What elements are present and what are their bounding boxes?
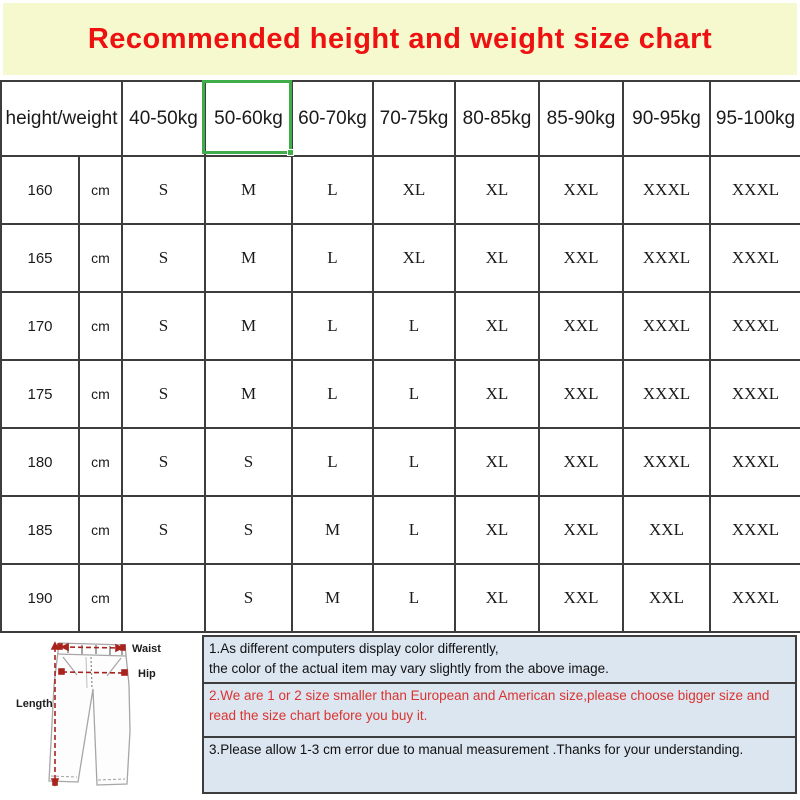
size-cell: L bbox=[292, 292, 373, 360]
table-row bbox=[1, 156, 800, 224]
notes-panel bbox=[202, 635, 797, 794]
height-cell: 185 bbox=[1, 496, 79, 564]
size-cell: XXL bbox=[539, 292, 623, 360]
size-cell: S bbox=[122, 428, 205, 496]
size-cell: S bbox=[205, 496, 292, 564]
size-cell: L bbox=[373, 564, 455, 632]
size-cell: XXL bbox=[539, 156, 623, 224]
size-cell: M bbox=[205, 292, 292, 360]
weight-header-95-100: 95-100kg bbox=[710, 81, 800, 156]
size-cell: XXXL bbox=[710, 156, 800, 224]
note-item-1 bbox=[202, 635, 797, 684]
note-3-line-1: 3.Please allow 1-3 cm error due to manual measurement .Thanks for your understanding. bbox=[209, 742, 744, 757]
size-cell: L bbox=[292, 360, 373, 428]
table-row bbox=[1, 292, 800, 360]
size-cell: XL bbox=[373, 156, 455, 224]
size-cell: XXXL bbox=[623, 224, 710, 292]
size-cell: S bbox=[122, 292, 205, 360]
weight-header-90-95: 90-95kg bbox=[623, 81, 710, 156]
table-row bbox=[1, 428, 800, 496]
size-cell: XXXL bbox=[710, 496, 800, 564]
size-cell: XXL bbox=[539, 224, 623, 292]
size-cell: XL bbox=[373, 224, 455, 292]
table-row bbox=[1, 564, 800, 632]
note-1-line-2: the color of the actual item may vary slightly from the above image. bbox=[209, 661, 609, 677]
unit-cell: cm bbox=[79, 496, 122, 564]
unit-cell: cm bbox=[79, 292, 122, 360]
table-header-row bbox=[1, 81, 800, 156]
size-table bbox=[0, 80, 800, 633]
size-cell: XL bbox=[455, 428, 539, 496]
weight-header-85-90: 85-90kg bbox=[539, 81, 623, 156]
size-cell: L bbox=[373, 360, 455, 428]
weight-header-80-85: 80-85kg bbox=[455, 81, 539, 156]
size-cell: S bbox=[122, 224, 205, 292]
weight-header-40-50: 40-50kg bbox=[122, 81, 205, 156]
size-cell: XXL bbox=[539, 360, 623, 428]
size-cell: S bbox=[205, 428, 292, 496]
size-cell: XL bbox=[455, 224, 539, 292]
size-cell: XL bbox=[455, 292, 539, 360]
length-label: Length bbox=[16, 698, 53, 710]
height-cell: 180 bbox=[1, 428, 79, 496]
size-cell: XXL bbox=[539, 564, 623, 632]
size-cell: XXXL bbox=[623, 360, 710, 428]
size-cell: XXXL bbox=[710, 360, 800, 428]
hip-label: Hip bbox=[138, 668, 156, 680]
size-cell: L bbox=[292, 224, 373, 292]
size-cell: S bbox=[122, 496, 205, 564]
weight-header-70-75: 70-75kg bbox=[373, 81, 455, 156]
note-2-line-1: 2.We are 1 or 2 size smaller than European and American size,please choose bigger size and bbox=[209, 688, 770, 703]
size-cell: XL bbox=[455, 360, 539, 428]
size-cell bbox=[122, 564, 205, 632]
unit-cell: cm bbox=[79, 564, 122, 632]
size-cell: L bbox=[373, 496, 455, 564]
note-item-3 bbox=[202, 736, 797, 794]
height-cell: 175 bbox=[1, 360, 79, 428]
weight-header-50-60: 50-60kg bbox=[205, 81, 292, 156]
size-cell: XL bbox=[455, 564, 539, 632]
size-cell: L bbox=[292, 428, 373, 496]
table-row bbox=[1, 496, 800, 564]
size-cell: M bbox=[205, 224, 292, 292]
height-cell: 190 bbox=[1, 564, 79, 632]
table-row bbox=[1, 224, 800, 292]
unit-cell: cm bbox=[79, 428, 122, 496]
size-cell: M bbox=[205, 156, 292, 224]
waist-label: Waist bbox=[132, 643, 161, 655]
size-cell: XXXL bbox=[710, 564, 800, 632]
size-cell: S bbox=[122, 156, 205, 224]
size-cell: XXXL bbox=[710, 292, 800, 360]
size-cell: XXXL bbox=[710, 428, 800, 496]
size-cell: XXL bbox=[539, 496, 623, 564]
height-cell: 160 bbox=[1, 156, 79, 224]
table-row bbox=[1, 360, 800, 428]
size-cell: XXL bbox=[623, 564, 710, 632]
page-title: Recommended height and weight size chart bbox=[87, 22, 713, 55]
size-cell: S bbox=[122, 360, 205, 428]
weight-header-60-70: 60-70kg bbox=[292, 81, 373, 156]
height-cell: 170 bbox=[1, 292, 79, 360]
size-cell: XL bbox=[455, 156, 539, 224]
title-banner bbox=[3, 3, 797, 75]
corner-header: height/weight bbox=[1, 81, 122, 156]
pants-diagram bbox=[2, 633, 202, 798]
pants-outline bbox=[49, 643, 130, 785]
note-1-line-1: 1.As different computers display color differently, bbox=[209, 641, 499, 656]
size-cell: L bbox=[373, 292, 455, 360]
size-table-body bbox=[1, 156, 800, 632]
size-cell: XXXL bbox=[623, 292, 710, 360]
size-cell: XXXL bbox=[623, 428, 710, 496]
size-cell: M bbox=[205, 360, 292, 428]
size-cell: XXL bbox=[623, 496, 710, 564]
size-cell: XXXL bbox=[623, 156, 710, 224]
size-cell: XXXL bbox=[710, 224, 800, 292]
size-cell: L bbox=[292, 156, 373, 224]
size-cell: M bbox=[292, 496, 373, 564]
note-item-2 bbox=[202, 682, 797, 738]
size-cell: S bbox=[205, 564, 292, 632]
height-cell: 165 bbox=[1, 224, 79, 292]
unit-cell: cm bbox=[79, 224, 122, 292]
size-cell: XL bbox=[455, 496, 539, 564]
size-cell: XXL bbox=[539, 428, 623, 496]
unit-cell: cm bbox=[79, 156, 122, 224]
size-cell: M bbox=[292, 564, 373, 632]
size-cell: L bbox=[373, 428, 455, 496]
note-2-line-2: read the size chart before you buy it. bbox=[209, 708, 428, 724]
unit-cell: cm bbox=[79, 360, 122, 428]
